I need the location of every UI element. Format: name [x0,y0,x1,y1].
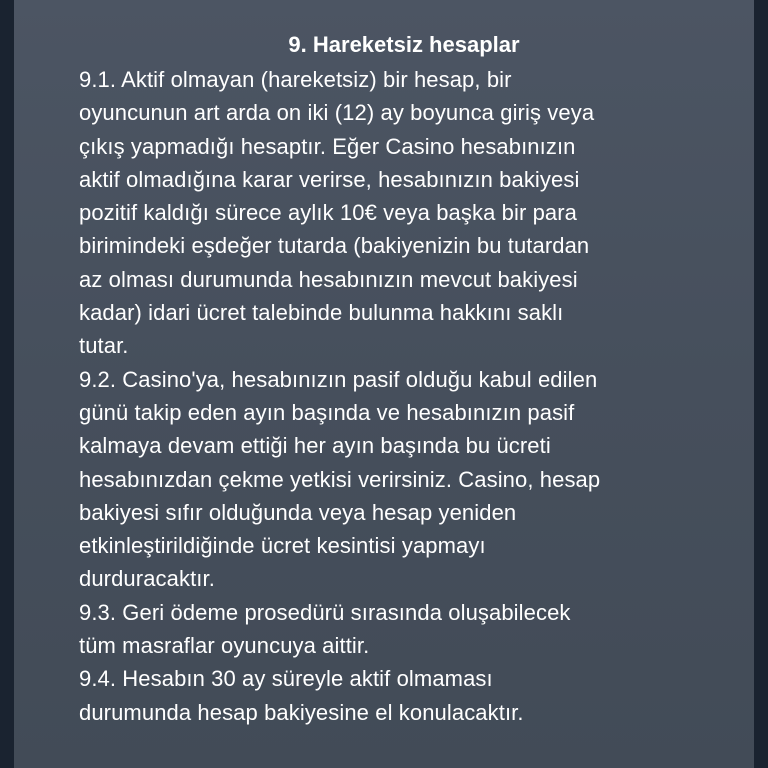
text-line: oyuncunun art arda on iki (12) ay boyunca giriş veya [79,100,595,126]
text-line: aktif olmadığına karar verirse, hesabınızın bakiyesi [79,166,580,192]
paragraph-9-2 [79,363,699,596]
text-line: kalmaya devam ettiği her ayın başında bu ücreti [79,433,551,459]
text-line: durduracaktır. [79,566,215,592]
text-line: birimindeki eşdeğer tutarda (bakiyenizin bu tutardan [79,233,590,259]
text-line: durumunda hesap bakiyesine el konulacaktır. [79,699,524,725]
text-line: 9.4. Hesabın 30 ay süreyle aktif olmaması [79,666,493,692]
terms-section [79,30,699,729]
paragraph-9-4 [79,662,699,729]
text-line: çıkış yapmadığı hesaptır. Eğer Casino hesabınızın [79,133,576,159]
text-line: hesabınızdan çekme yetkisi verirsiniz. Casino, hesap [79,466,601,492]
text-line: etkinleştirildiğinde ücret kesintisi yapmayı [79,533,486,559]
text-line: tutar. [79,333,129,359]
text-line: tüm masraflar oyuncuya aittir. [79,633,370,659]
text-line: bakiyesi sıfır olduğunda veya hesap yeniden [79,499,517,525]
text-line: kadar) idari ücret talebinde bulunma hakkını saklı [79,300,564,326]
text-line: 9.2. Casino'ya, hesabınızın pasif olduğu kabul edilen [79,366,598,392]
paragraph-9-1 [79,63,699,363]
section-title: 9. Hareketsiz hesaplar [288,32,520,57]
paragraph-9-3 [79,596,699,663]
text-line: pozitif kaldığı sürece aylık 10€ veya başka bir para [79,200,578,226]
text-line: az olması durumunda hesabınızın mevcut bakiyesi [79,266,578,292]
text-line: 9.3. Geri ödeme prosedürü sırasında oluşabilecek [79,599,571,625]
text-line: günü takip eden ayın başında ve hesabınızın pasif [79,399,575,425]
text-line: 9.1. Aktif olmayan (hareketsiz) bir hesap, bir [79,67,512,92]
right-border [754,0,768,768]
left-border [0,0,14,768]
